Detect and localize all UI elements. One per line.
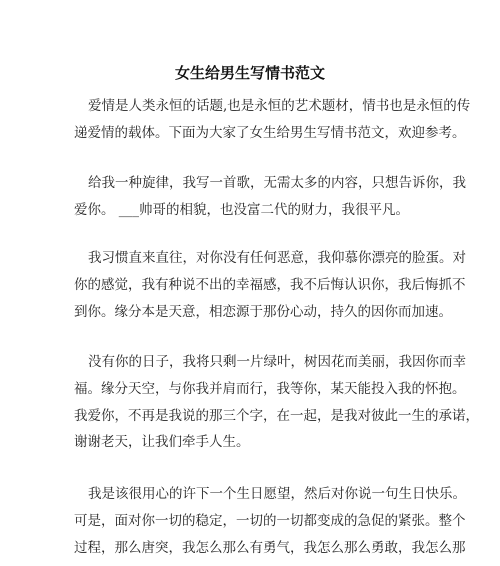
paragraph-4-line-3: 我爱你，不再是我说的那三个字，在一起，是我对彼此一生的承诺， [74,408,479,424]
paragraph-1-line-1: 爱情是人类永恒的话题,也是永恒的艺术题材，情书也是永恒的传 [88,98,471,114]
paragraph-4-line-4: 谢谢老天，让我们牵手人生。 [74,434,250,450]
paragraph-3-line-3: 到你。缘分本是天意，相恋源于那份心动，持久的因你而加速。 [74,304,452,320]
document-title: 女生给男生写情书范文 [174,64,325,82]
paragraph-3-line-2: 你的感觉，我有种说不出的幸福感，我不后悔认识你，我后悔抓不 [74,277,466,293]
paragraph-5-line-1: 我是该很用心的许下一个生日愿望，然后对你说一句生日快乐。 [88,486,466,502]
paragraph-3-line-1: 我习惯直来直往，对你没有任何恶意，我仰慕你漂亮的脸蛋。对 [88,250,466,266]
paragraph-2-line-1: 给我一种旋律，我写一首歌，无需太多的内容，只想告诉你，我 [88,175,466,191]
paragraph-1-line-2: 递爱情的载体。下面为大家了女生给男生写情书范文，欢迎参考。 [74,125,466,141]
paragraph-4-line-1: 没有你的日子，我将只剩一片绿叶，树因花而美丽，我因你而幸 [88,354,466,370]
paragraph-2-line-2: 爱你。 ___帅哥的相貌，也没富二代的财力，我很平凡。 [74,202,410,218]
paragraph-5-line-2: 可是，面对你一切的稳定，一切的一切都变成的急促的紧张。整个 [74,513,466,529]
paragraph-5-line-3: 过程，那么唐突，我怎么那么有勇气，我怎么那么勇敢，我怎么那 [74,540,466,556]
paragraph-4-line-2: 福。缘分天空，与你我并肩而行，我等你，某天能投入我的怀抱。 [74,381,466,397]
